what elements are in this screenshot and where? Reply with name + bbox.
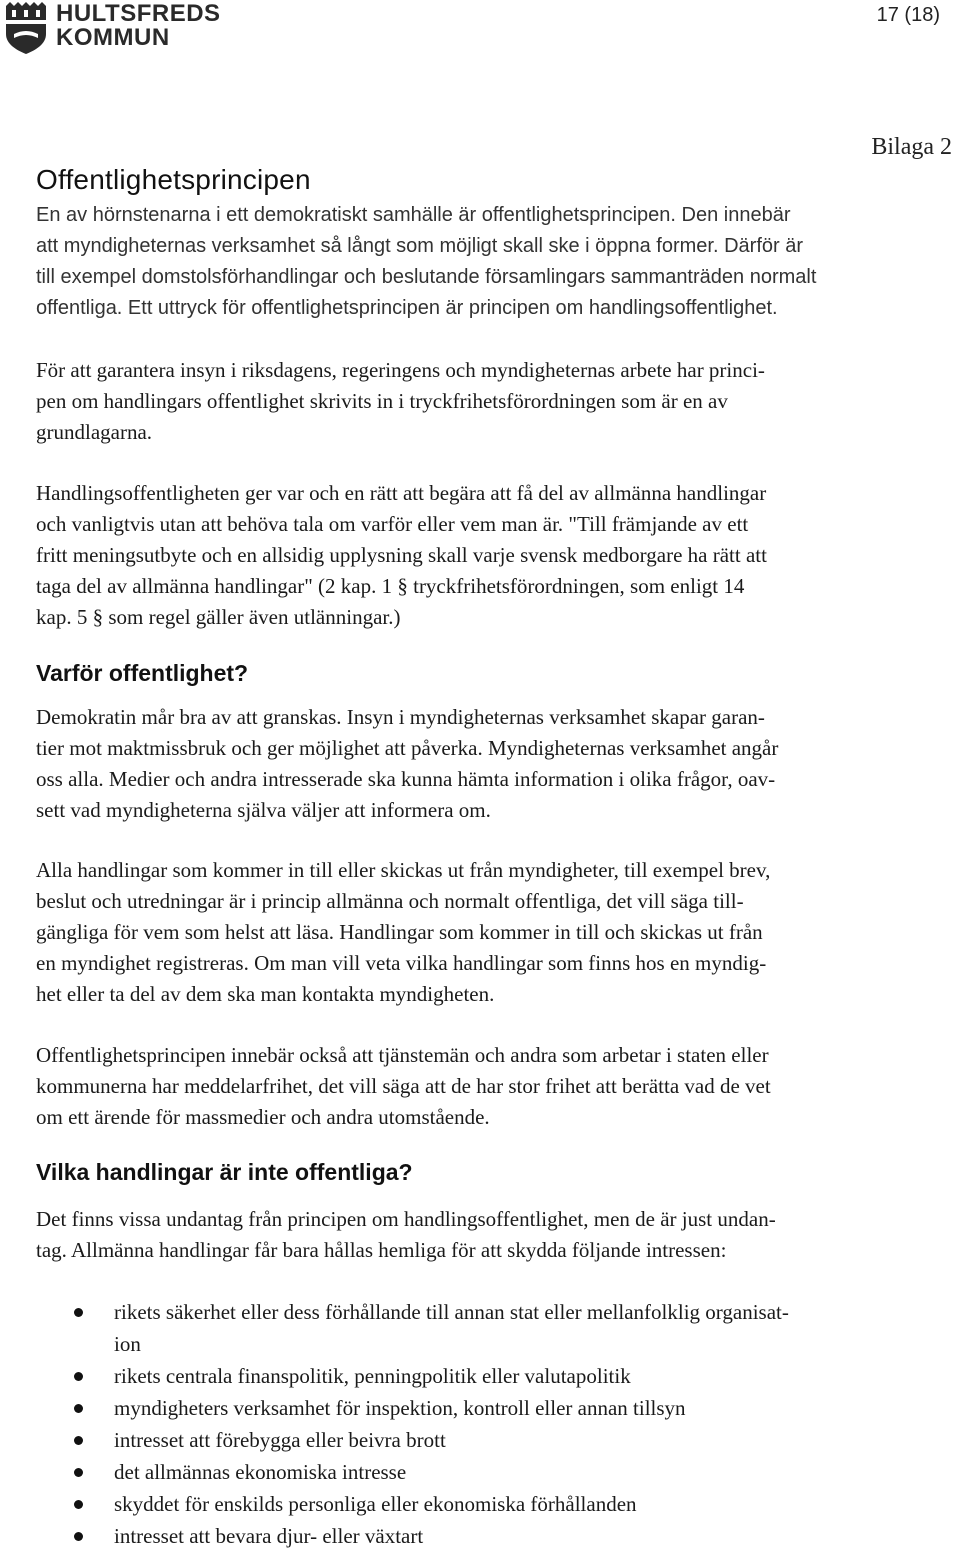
bullet-icon bbox=[74, 1372, 83, 1381]
list-item-text: ion bbox=[114, 1332, 141, 1356]
text-line: Demokratin mår bra av att granskas. Insyn i myndigheternas verksamhet skapar garan- bbox=[36, 705, 765, 729]
text-line: om ett ärende för massmedier och andra utomstående. bbox=[36, 1105, 490, 1129]
text-line: En av hörnstenarna i ett demokratiskt samhälle är offentlighetsprincipen. Den innebär bbox=[36, 204, 791, 226]
intro-paragraph bbox=[36, 200, 960, 324]
crown-emblem-icon bbox=[4, 2, 50, 54]
text-line: sett vad myndigheterna själva väljer att informera om. bbox=[36, 798, 491, 822]
list-item bbox=[0, 1424, 789, 1456]
list-item-text: intresset att bevara djur- eller växtart bbox=[114, 1524, 424, 1548]
text-line: oss alla. Medier och andra intresserade ska kunna hämta information i olika frågor, oav- bbox=[36, 767, 776, 791]
text-line: Offentlighetsprincipen innebär också att tjänstemän och andra som arbetar i staten eller bbox=[36, 1043, 769, 1067]
list-item-text: rikets säkerhet eller dess förhållande till annan stat eller mellanfolklig organisat- bbox=[114, 1300, 789, 1324]
text-line: pen om handlingars offentlighet skrivits in i tryckfrihetsförordningen som är en av bbox=[36, 389, 728, 413]
heading-why-openness: Varför offentlighet? bbox=[36, 660, 249, 686]
exceptions-list bbox=[0, 1296, 789, 1552]
heading-not-public: Vilka handlingar är inte offentliga? bbox=[36, 1159, 413, 1185]
bullet-icon bbox=[74, 1404, 83, 1413]
text-line: tier mot maktmissbruk och ger möjlighet att påverka. Myndigheternas verksamhet angår bbox=[36, 736, 779, 760]
paragraph-insight bbox=[36, 355, 960, 448]
paragraph-document-access bbox=[36, 478, 960, 633]
text-line: fritt meningsutbyte och en allsidig upplysning skall varje svensk medborgare ha rätt att bbox=[36, 543, 767, 567]
bullet-icon bbox=[74, 1436, 83, 1445]
page-number: 17 (18) bbox=[876, 4, 940, 26]
text-line: taga del av allmänna handlingar" (2 kap. 1 § tryckfrihetsförordningen, som enligt 14 bbox=[36, 574, 745, 598]
paragraph-all-documents bbox=[36, 855, 960, 1010]
text-line: kommunerna har meddelarfrihet, det vill säga att de har stor frihet att berätta vad de vet bbox=[36, 1074, 771, 1098]
text-line: och vanligtvis utan att behöva tala om varför eller vem man är. "Till främjande av ett bbox=[36, 512, 749, 536]
municipality-logo bbox=[4, 0, 221, 54]
paragraph-democracy bbox=[36, 702, 960, 826]
bullet-icon bbox=[74, 1532, 83, 1541]
paragraph-whistleblower-freedom bbox=[36, 1040, 960, 1133]
logo-line-1: HULTSFREDS bbox=[56, 0, 221, 27]
text-line: till exempel domstolsförhandlingar och beslutande församlingars sammanträden normalt bbox=[36, 266, 817, 288]
list-item-text: myndigheters verksamhet för inspektion, kontroll eller annan tillsyn bbox=[114, 1396, 686, 1420]
bullet-icon bbox=[74, 1308, 83, 1317]
logo-line-2: KOMMUN bbox=[56, 24, 170, 51]
text-line: en myndighet registreras. Om man vill veta vilka handlingar som finns hos en myndig- bbox=[36, 951, 767, 975]
bullet-icon bbox=[74, 1500, 83, 1509]
attachment-label: Bilaga 2 bbox=[871, 134, 952, 160]
list-item-text: skyddet för enskilds personliga eller ekonomiska förhållanden bbox=[114, 1492, 637, 1516]
text-line: gängliga för vem som helst att läsa. Handlingar som kommer in till och skickas ut från bbox=[36, 920, 763, 944]
list-item bbox=[0, 1456, 789, 1488]
text-line: offentliga. Ett uttryck för offentlighetsprincipen är principen om handlingsoffentlighet. bbox=[36, 297, 778, 319]
list-item bbox=[0, 1392, 789, 1424]
text-line: Alla handlingar som kommer in till eller skickas ut från myndigheter, till exempel brev, bbox=[36, 858, 771, 882]
paragraph-exceptions bbox=[36, 1204, 960, 1266]
text-line: Det finns vissa undantag från principen om handlingsoffentlighet, men de är just undan- bbox=[36, 1207, 776, 1231]
list-item bbox=[0, 1296, 789, 1360]
list-item-text: det allmännas ekonomiska intresse bbox=[114, 1460, 407, 1484]
page-title: Offentlighetsprincipen bbox=[36, 164, 311, 195]
list-item-text: rikets centrala finanspolitik, penningpolitik eller valutapolitik bbox=[114, 1364, 631, 1388]
text-line: beslut och utredningar är i princip allmänna och normalt offentliga, det vill säga till- bbox=[36, 889, 744, 913]
list-item bbox=[0, 1520, 789, 1552]
logo-wordmark bbox=[56, 2, 221, 50]
bullet-icon bbox=[74, 1468, 83, 1477]
text-line: Handlingsoffentligheten ger var och en rätt att begära att få del av allmänna handlingar bbox=[36, 481, 767, 505]
text-line: kap. 5 § som regel gäller även utlänningar.) bbox=[36, 605, 401, 629]
text-line: att myndigheternas verksamhet så långt som möjligt skall ske i öppna former. Därför är bbox=[36, 235, 803, 257]
text-line: het eller ta del av dem ska man kontakta myndigheten. bbox=[36, 982, 495, 1006]
text-line: tag. Allmänna handlingar får bara hållas hemliga för att skydda följande intressen: bbox=[36, 1238, 727, 1262]
list-item-text: intresset att förebygga eller beivra brott bbox=[114, 1428, 446, 1452]
text-line: grundlagarna. bbox=[36, 420, 153, 444]
list-item bbox=[0, 1360, 789, 1392]
list-item bbox=[0, 1488, 789, 1520]
text-line: För att garantera insyn i riksdagens, regeringens och myndigheternas arbete har princi- bbox=[36, 358, 765, 382]
